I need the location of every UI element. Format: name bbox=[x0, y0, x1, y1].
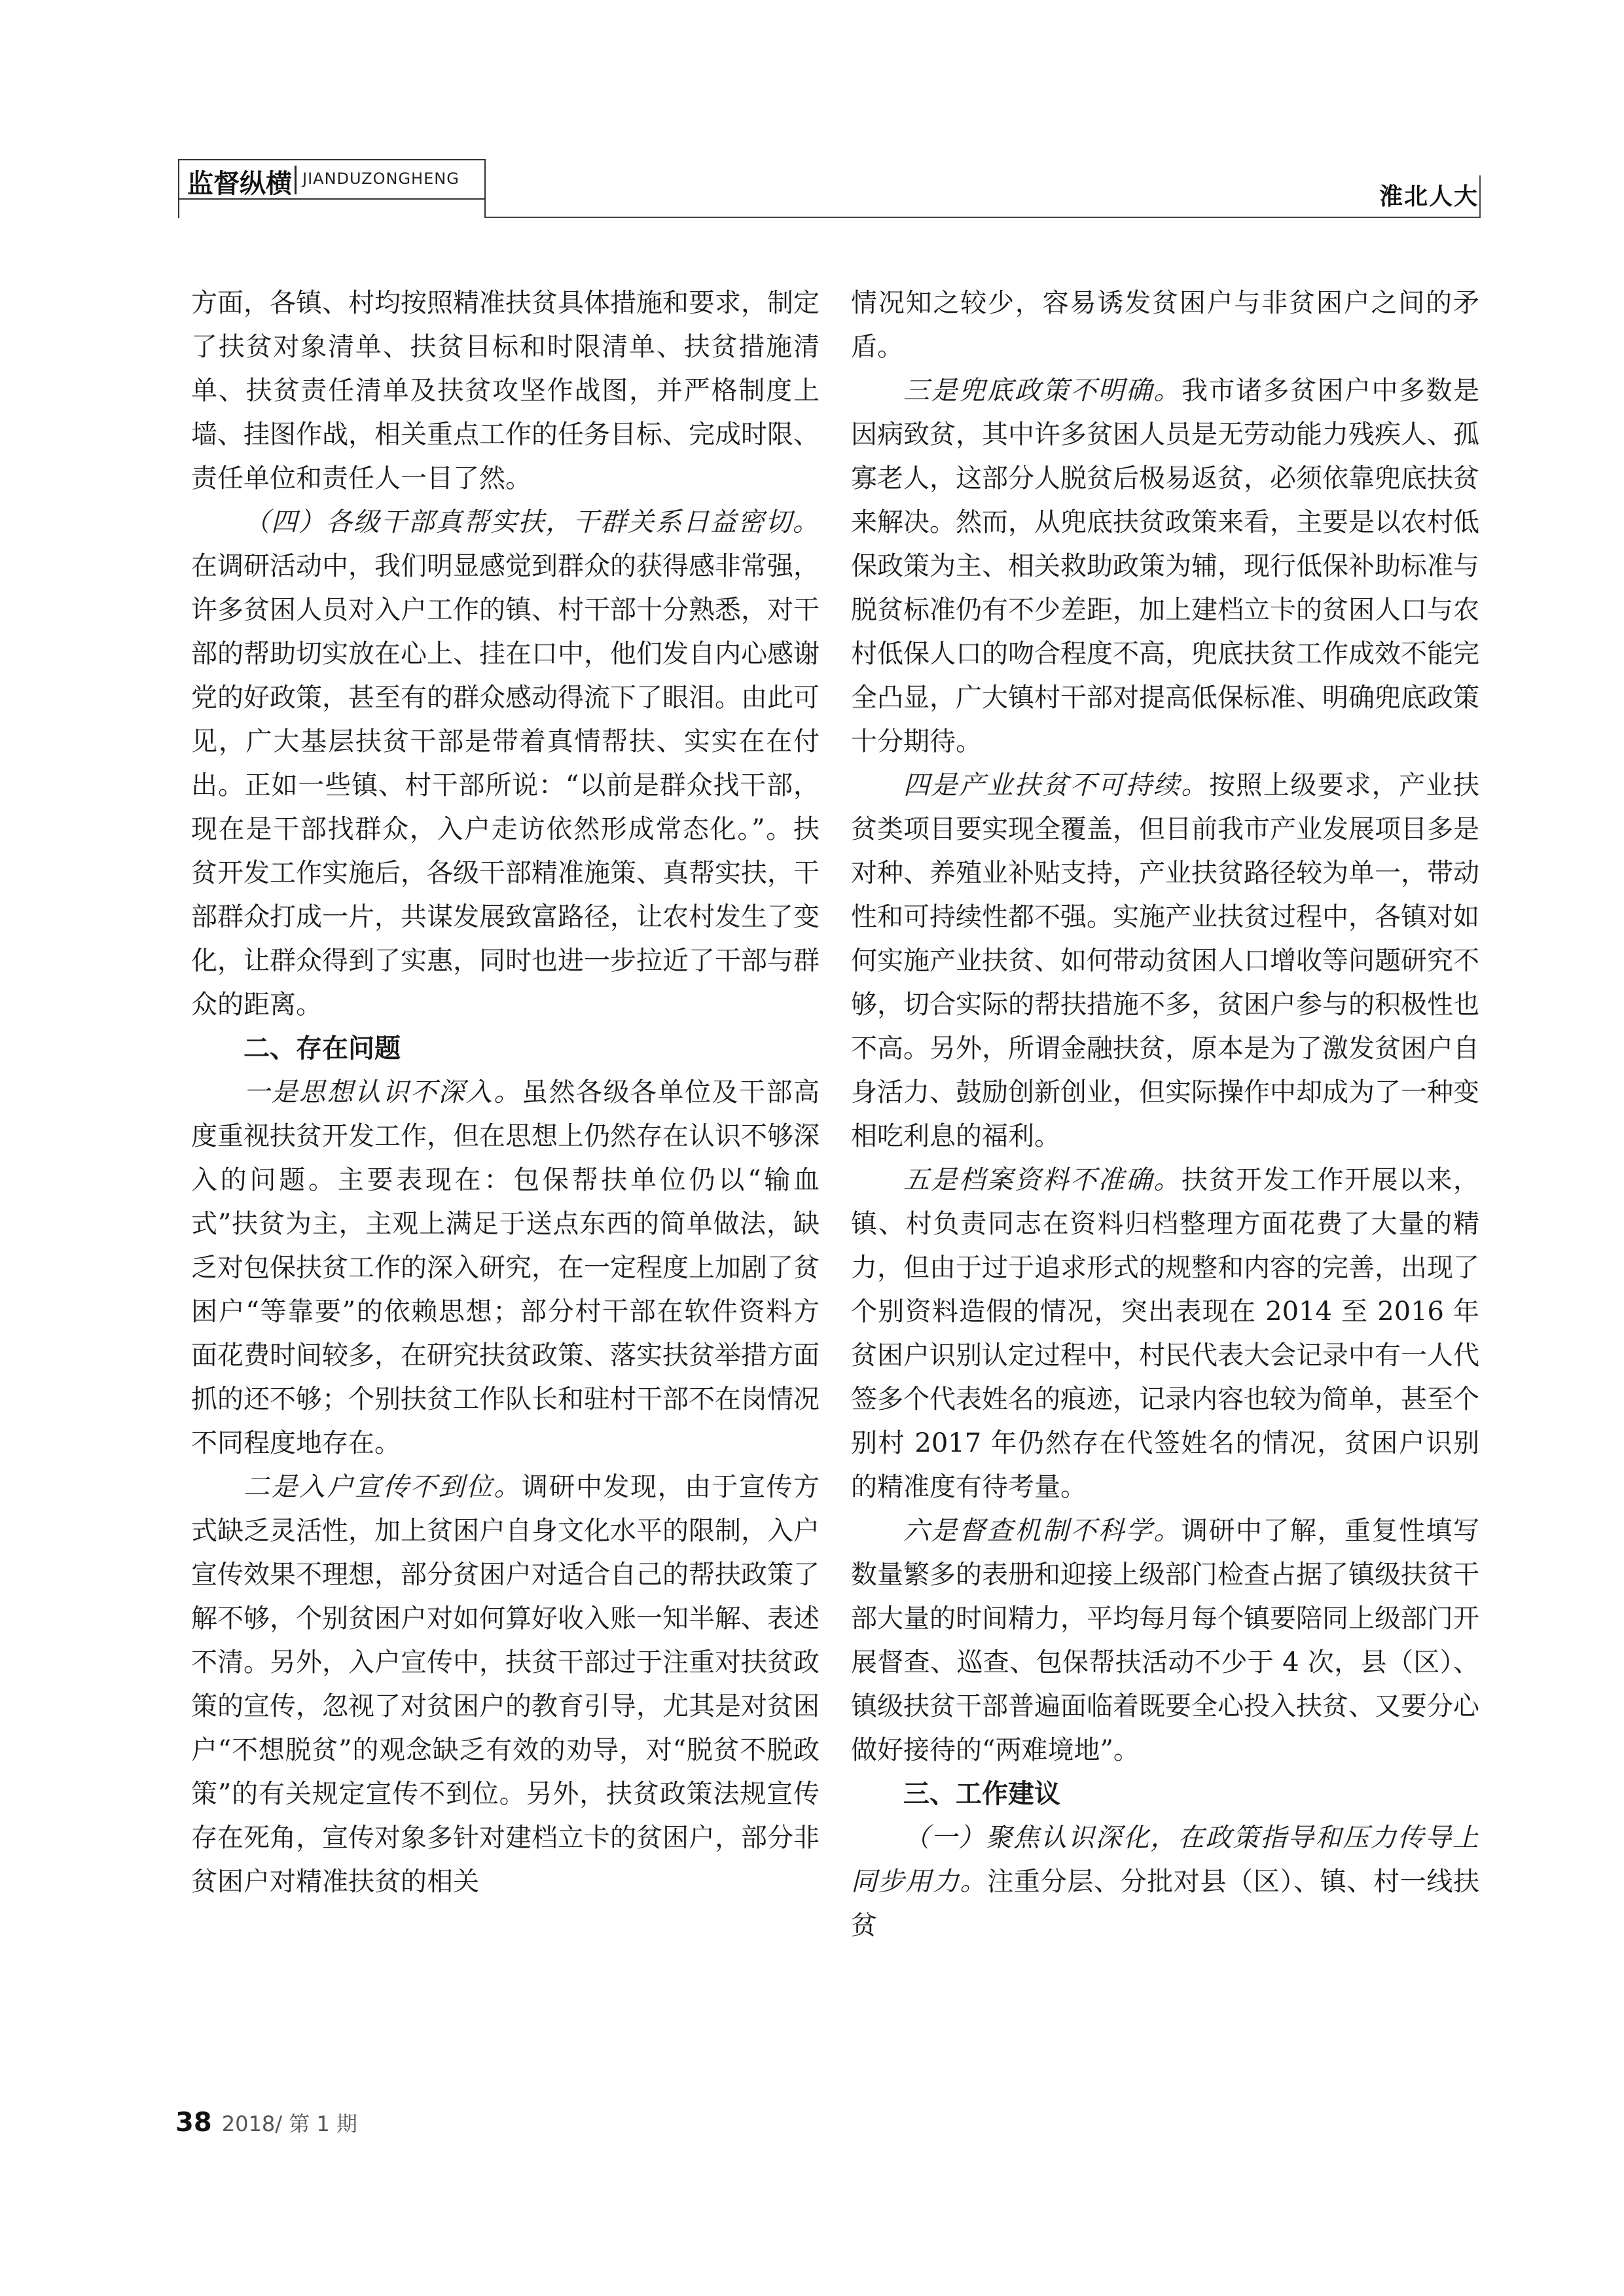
paragraph-body: 在调研活动中，我们明显感觉到群众的获得感非常强，许多贫困人员对入户工作的镇、村干部十分熟悉，对干部的帮助切实放在心上、挂在口中，他们发自内心感谢党的好政策，甚至有的群众感动得流下了眼泪。由此可见，广大基层扶贫干部是带着真情帮扶、实实在在付出。正如一些镇、村干部所说：“以前是群众找干部，现在是干部找群众，入户走访依然形成常态化。”。扶贫开发工作实施后，各级干部精准施策、真帮实扶，干部群众打成一片，共谋发展致富路径，让农村发生了变化，让群众得到了实惠，同时也进一步拉近了干部与群众的距离。 bbox=[191, 551, 820, 1020]
paragraph-lead: 六是督查机制不科学。 bbox=[903, 1516, 1182, 1546]
paragraph bbox=[851, 369, 1479, 764]
page-number: 38 bbox=[175, 2108, 212, 2138]
left-column bbox=[191, 281, 820, 1904]
paragraph-lead: （一）聚焦认识深化，在政策指导和压力传导上同步用力。 bbox=[851, 1823, 1479, 1897]
paragraph: 方面，各镇、村均按照精准扶贫具体措施和要求，制定了扶贫对象清单、扶贫目标和时限清单、扶贫措施清单、扶贫责任清单及扶贫攻坚作战图，并严格制度上墙、挂图作战，相关重点工作的任务目标、完成时限、责任单位和责任人一目了然。 bbox=[191, 288, 820, 493]
paragraph: 情况知之较少，容易诱发贫困户与非贫困户之间的矛盾。 bbox=[851, 288, 1479, 362]
paragraph-body: 调研中发现，由于宣传方式缺乏灵活性，加上贫困户自身文化水平的限制，入户宣传效果不理想，部分贫困户对适合自己的帮扶政策了解不够，个别贫困户对如何算好收入账一知半解、表述不清。另外，入户宣传中，扶贫干部过于注重对扶贫政策的宣传，忽视了对贫困户的教育引导，尤其是对贫困户“不想脱贫”的观念缺乏有效的劝导，对“脱贫不脱政策”的有关规定宣传不到位。另外，扶贫政策法规宣传存在死角，宣传对象多针对建档立卡的贫困户，部分非贫困户对精准扶贫的相关 bbox=[191, 1472, 820, 1897]
header-rule-tick bbox=[1479, 175, 1481, 218]
header-frame-right bbox=[484, 159, 486, 218]
paragraph bbox=[191, 501, 820, 1027]
paragraph bbox=[851, 764, 1479, 1158]
paragraph-body: 虽然各级各单位及干部高度重视扶贫开发工作，但在思想上仍然存在认识不够深入的问题。主要表现在：包保帮扶单位仍以“输血式”扶贫为主，主观上满足于送点东西的简单做法，缺乏对包保扶贫工作的深入研究，在一定程度上加剧了贫困户“等靠要”的依赖思想；部分村干部在软件资料方面花费时间较多，在研究扶贫政策、落实扶贫举措方面抓的还不够；个别扶贫工作队长和驻村干部不在岗情况不同程度地存在。 bbox=[191, 1077, 820, 1458]
paragraph-lead: 二是入户宣传不到位。 bbox=[244, 1472, 522, 1502]
section-heading: 二、存在问题 bbox=[244, 1033, 401, 1064]
section-heading: 三、工作建议 bbox=[903, 1779, 1060, 1809]
paragraph-lead: 五是档案资料不准确。 bbox=[903, 1165, 1182, 1195]
section-title: 监督纵横 bbox=[187, 168, 292, 199]
paragraph-body: 注重分层、分批对县（区）、镇、村一线扶贫 bbox=[851, 1867, 1480, 1941]
paragraph-lead: 四是产业扶贫不可持续。 bbox=[903, 770, 1209, 800]
section-divider bbox=[295, 166, 297, 194]
paragraph-body: 我市诸多贫困户中多数是因病致贫，其中许多贫困人员是无劳动能力残疾人、孤寡老人，这部分人脱贫后极易返贫，必须依靠兜底扶贫来解决。然而，从兜底扶贫政策来看，主要是以农村低保政策为主、相关救助政策为辅，现行低保补助标准与脱贫标准仍有不少差距，加上建档立卡的贫困人口与农村低保人口的吻合程度不高，兜底扶贫工作成效不能完全凸显，广大镇村干部对提高低保标准、明确兜底政策十分期待。 bbox=[851, 376, 1479, 757]
issue-label: 2018/ 第 1 期 bbox=[221, 2111, 357, 2136]
paragraph-lead: 一是思想认识不深入。 bbox=[244, 1077, 522, 1107]
right-column bbox=[851, 281, 1479, 1948]
paragraph bbox=[851, 1816, 1479, 1948]
paragraph-lead: （四）各级干部真帮实扶，干群关系日益密切。 bbox=[244, 507, 820, 537]
paragraph-body: 扶贫开发工作开展以来，镇、村负责同志在资料归档整理方面花费了大量的精力，但由于过于追求形式的规整和内容的完善，出现了个别资料造假的情况，突出表现在 2014 至 2016 年贫困户识别认定过程中，村民代表大会记录中有一人代签多个代表姓名的痕迹，记录内容也较为简单，甚至个别村 2017 年仍然存在代签姓名的情况，贫困户识别的精准度有待考量。 bbox=[851, 1165, 1479, 1502]
paragraph bbox=[191, 1465, 820, 1904]
header-frame-left bbox=[178, 200, 179, 218]
paragraph-body: 按照上级要求，产业扶贫类项目要实现全覆盖，但目前我市产业发展项目多是对种、养殖业补贴支持，产业扶贫路径较为单一，带动性和可持续性都不强。实施产业扶贫过程中，各镇对如何实施产业扶贫、如何带动贫困人口增收等问题研究不够，切合实际的帮扶措施不多，贫困户参与的积极性也不高。另外，所谓金融扶贫，原本是为了激发贫困户自身活力、鼓励创新创业，但实际操作中却成为了一种变相吃利息的福利。 bbox=[851, 770, 1480, 1151]
paragraph bbox=[191, 1071, 820, 1465]
section-header bbox=[178, 160, 486, 200]
paragraph-lead: 三是兜底政策不明确。 bbox=[903, 376, 1182, 406]
journal-name: 淮北人大 bbox=[1379, 183, 1479, 210]
paragraph bbox=[851, 1158, 1479, 1509]
section-latin-title: JIANDUZONGHENG bbox=[302, 170, 460, 188]
paragraph bbox=[851, 1509, 1479, 1772]
paragraph-body: 调研中了解，重复性填写数量繁多的表册和迎接上级部门检查占据了镇级扶贫干部大量的时间精力，平均每月每个镇要陪同上级部门开展督查、巡查、包保帮扶活动不少于 4 次，县（区）、镇级扶贫干部普遍面临着既要全心投入扶贫、又要分心做好接待的“两难境地”。 bbox=[851, 1516, 1479, 1765]
header-rule bbox=[484, 217, 1481, 218]
page-footer bbox=[175, 2108, 357, 2138]
